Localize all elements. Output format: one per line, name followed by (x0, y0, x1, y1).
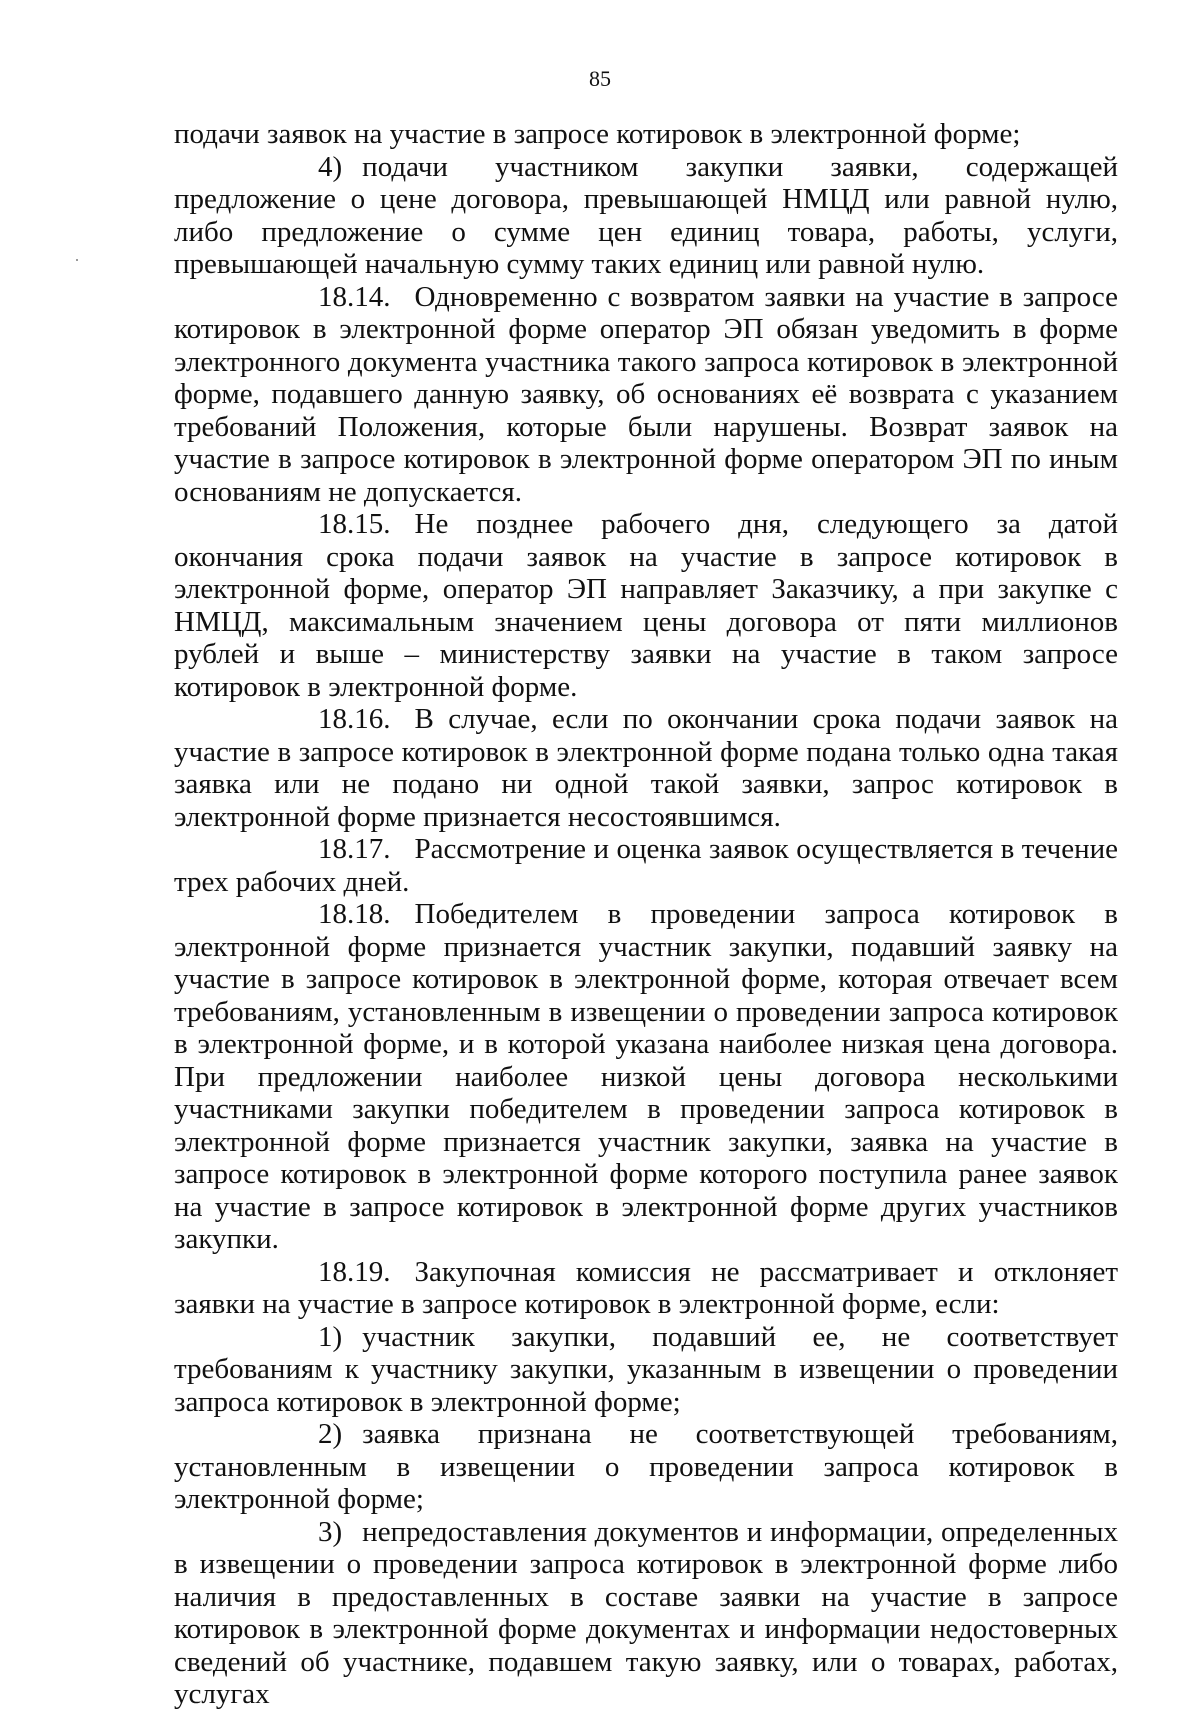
item-number: 1) (318, 1320, 343, 1353)
paragraph-text: подачи заявок на участие в запросе котировок в электронной форме; (174, 118, 1021, 150)
clause-text: Закупочная комиссия не рассматривает и отклоняет заявки на участие в запросе котировок в электронной форме, если: (174, 1255, 1118, 1320)
page-number: 85 (589, 66, 611, 91)
clause-text: В случае, если по окончании срока подачи заявок на участие в запросе котировок в электронной форме подана только одна такая заявка или не подано ни одной такой заявки, запрос котировок в электронной форме признается несостоявшимся. (174, 703, 1118, 833)
item-text: участник закупки, подавший ее, не соответствует требованиям к участнику закупки, указанным в извещении о проведении запроса котировок в электронной форме; (174, 1320, 1118, 1418)
clause-18-18 (174, 898, 1118, 1256)
clause-18-14 (174, 281, 1118, 509)
clause-number: 18.19. (318, 1255, 391, 1288)
clause-number: 18.17. (318, 833, 391, 865)
list-item-2 (174, 1418, 1118, 1516)
clause-18-16 (174, 703, 1118, 833)
item-number: 2) (318, 1418, 343, 1450)
clause-18-17 (174, 833, 1118, 898)
item-number: 4) (318, 150, 343, 183)
item-number: 3) (318, 1515, 343, 1548)
clause-text: Одновременно с возвратом заявки на участие в запросе котировок в электронной форме оператор ЭП обязан уведомить в форме электронного документа участника такого запроса котировок в электронной форме, подавшего данную заявку, об основаниях её возврата с указанием требований Положения, которые были нарушены. Возврат заявок на участие в запросе котировок в электронной форме оператором ЭП по иным основаниям не допускается. (174, 280, 1118, 508)
clause-text: Рассмотрение и оценка заявок осуществляется в течение трех рабочих дней. (174, 833, 1118, 898)
clause-number: 18.15. (318, 508, 391, 540)
clause-18-19 (174, 1256, 1118, 1321)
list-item-4 (174, 151, 1118, 281)
clause-text: Не позднее рабочего дня, следующего за датой окончания срока подачи заявок на участие в запросе котировок в электронной форме, оператор ЭП направляет Заказчику, а при закупке с НМЦД, максимальным значением цены договора от пяти миллионов рублей и выше – министерству заявки на участие в таком запросе котировок в электронной форме. (174, 508, 1118, 703)
paragraph-continuation (174, 118, 1118, 151)
scan-speck (76, 259, 78, 261)
clause-18-15 (174, 508, 1118, 703)
clause-number: 18.18. (318, 898, 391, 930)
item-text: непредоставления документов и информации, определенных в извещении о проведении запроса котировок в электронной форме либо наличия в предоставленных в составе заявки на участие в запросе котировок в электронной форме документах и информации недостоверных сведений об участнике, подавшем такую заявку, или о товарах, работах, услугах (174, 1515, 1118, 1710)
item-text: заявка признана не соответствующей требованиям, установленным в извещении о проведении запроса котировок в электронной форме; (174, 1418, 1118, 1515)
list-item-3 (174, 1516, 1118, 1711)
clause-text: Победителем в проведении запроса котировок в электронной форме признается участник закупки, подавший заявку на участие в запросе котировок в электронной форме, которая отвечает всем требованиям, установленным в извещении о проведении запроса котировок в электронной форме, и в которой указана наиболее низкая цена договора. При предложении наиболее низкой цены договора несколькими участниками закупки победителем в проведении запроса котировок в электронной форме признается участник закупки, заявка на участие в запросе котировок в электронной форме которого поступила ранее заявок на участие в запросе котировок в электронной форме других участников закупки. (174, 898, 1118, 1255)
clause-number: 18.14. (318, 280, 391, 313)
document-body (174, 118, 1118, 1711)
clause-number: 18.16. (318, 703, 391, 735)
item-text: подачи участником закупки заявки, содержащей предложение о цене договора, превышающей НМЦД или равной нулю, либо предложение о сумме цен единиц товара, работы, услуги, превышающей начальную сумму таких единиц или равной нулю. (174, 150, 1118, 280)
list-item-1 (174, 1321, 1118, 1419)
